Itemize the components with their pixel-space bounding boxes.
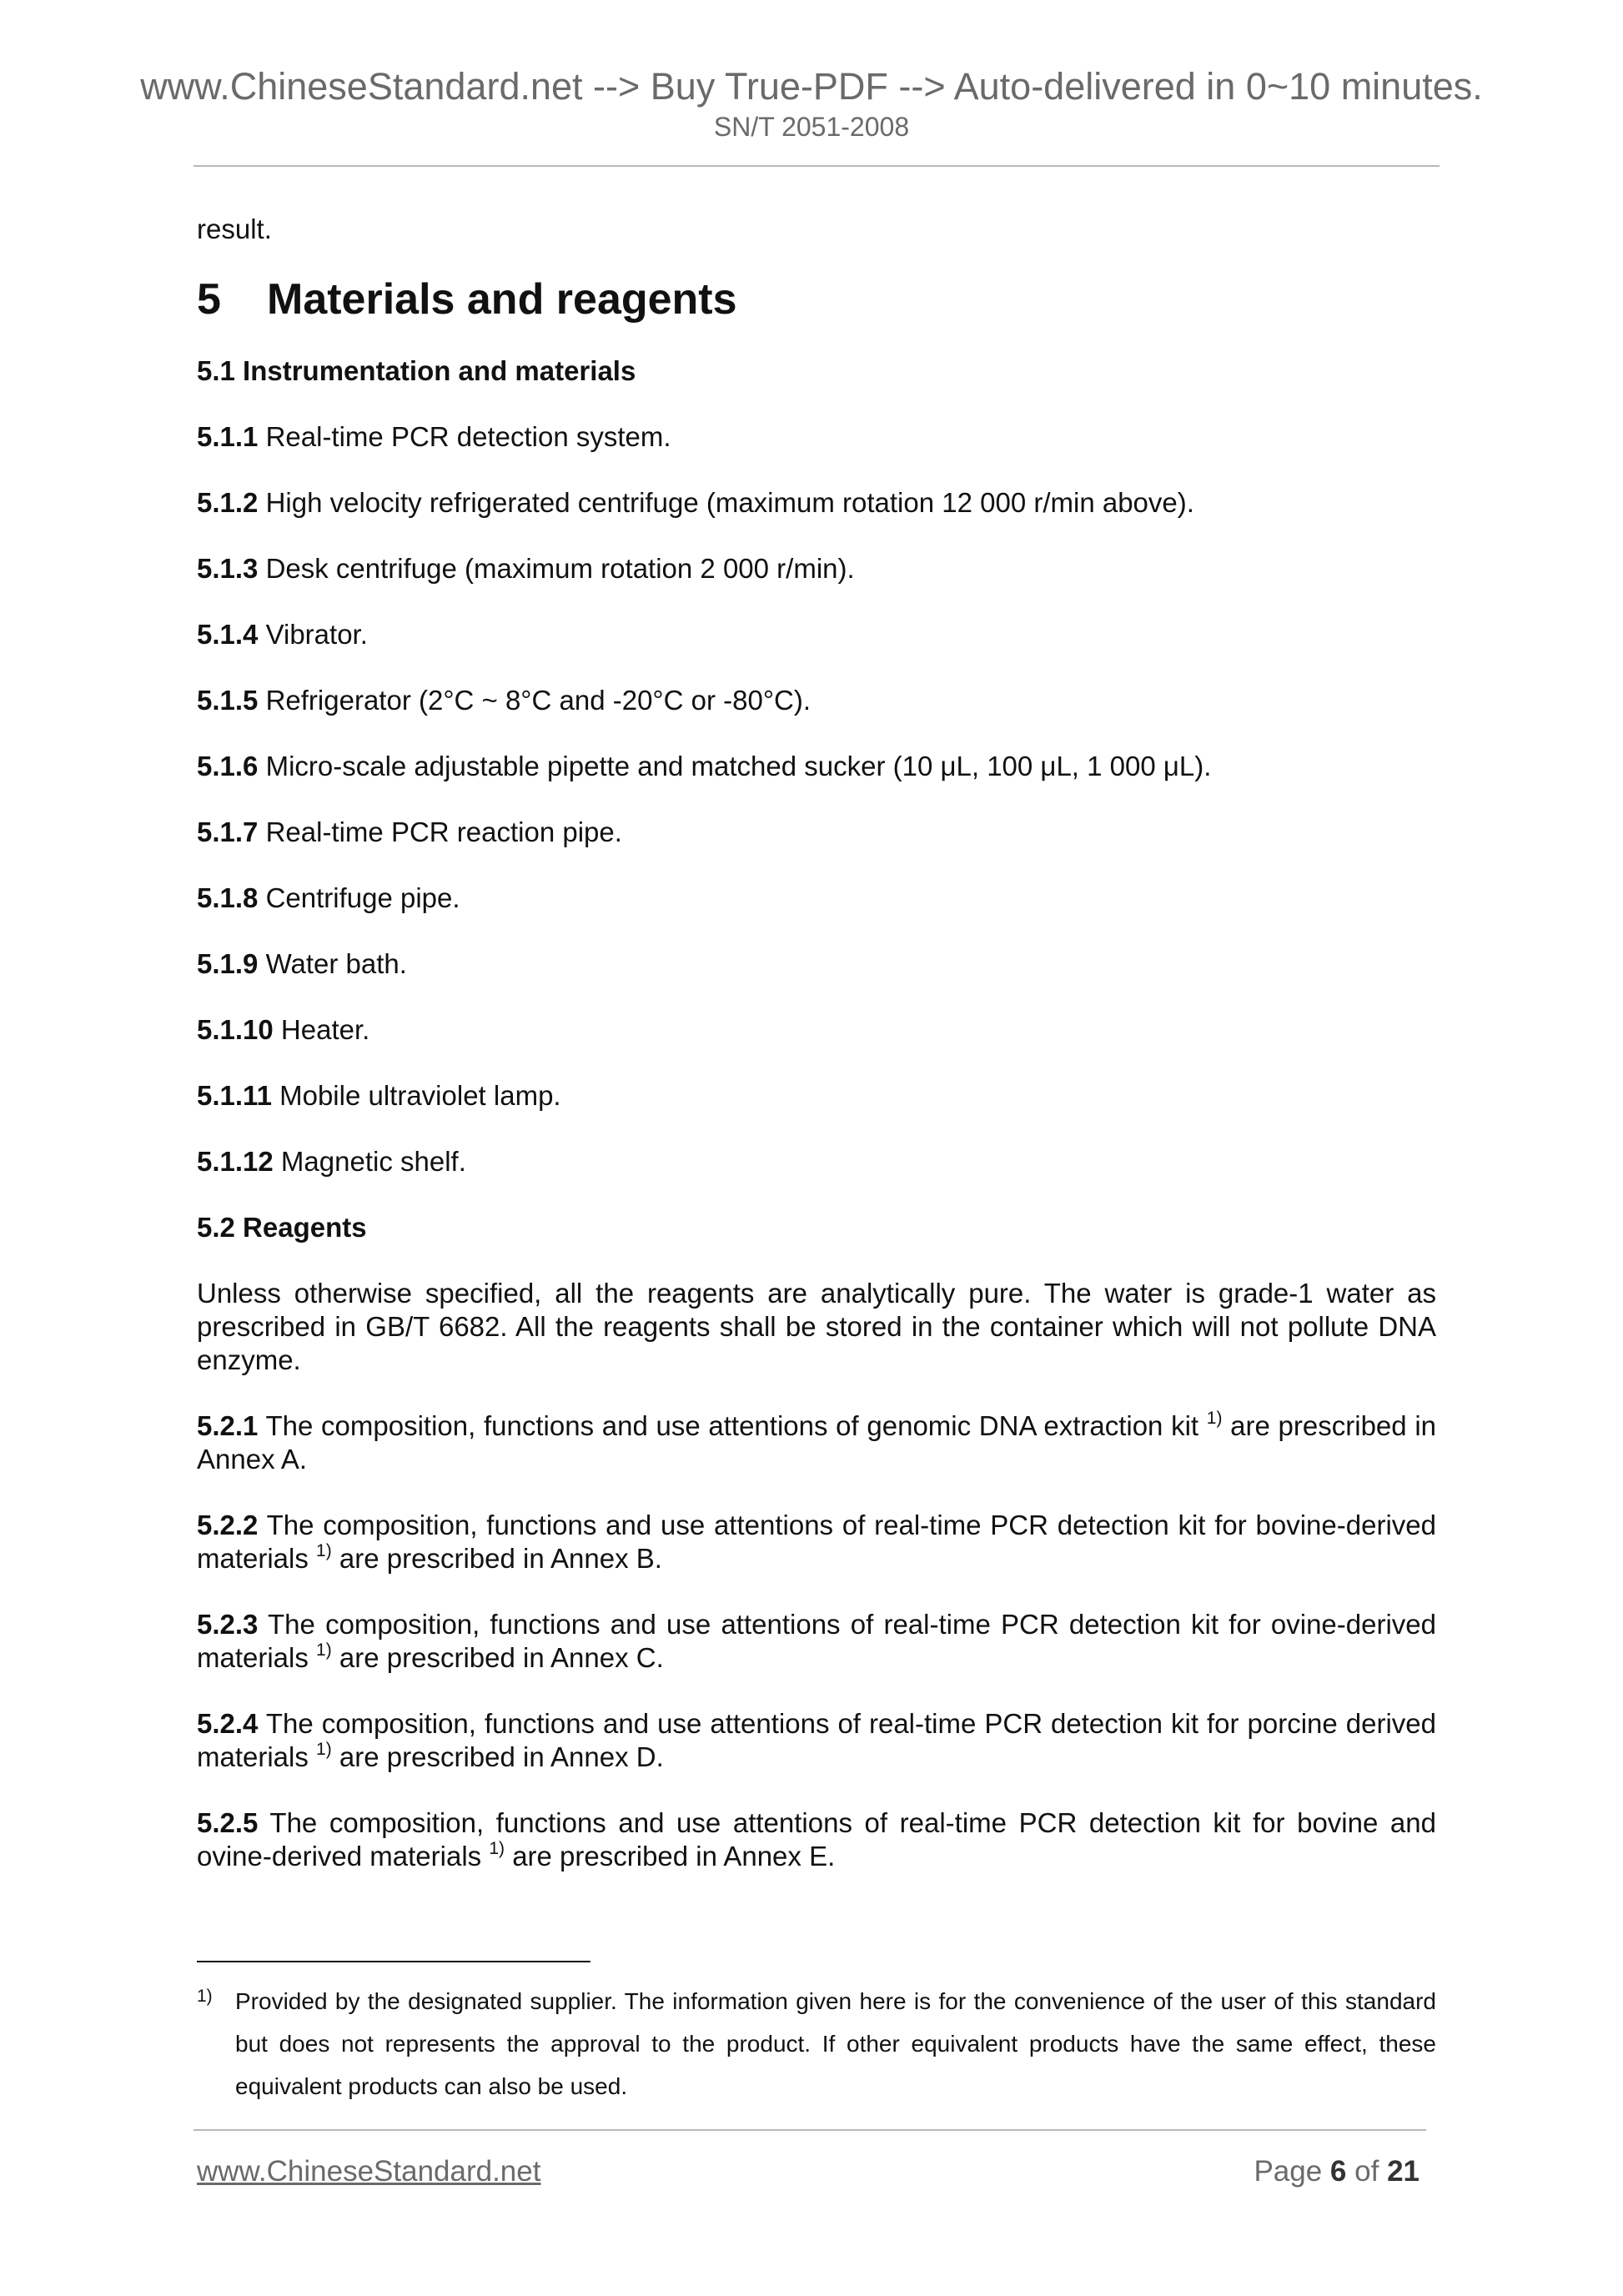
reagent-item xyxy=(197,1509,1436,1575)
list-item xyxy=(197,684,1436,717)
item-number: 5.2.5 xyxy=(197,1807,259,1838)
item-number: 5.1.10 xyxy=(197,1014,274,1045)
reagent-item xyxy=(197,1707,1436,1774)
item-number: 5.1.5 xyxy=(197,685,259,716)
list-item xyxy=(197,618,1436,651)
item-text: Real-time PCR reaction pipe. xyxy=(265,816,622,847)
footnote xyxy=(197,1980,1436,2108)
list-item xyxy=(197,1145,1436,1178)
list-item xyxy=(197,552,1436,585)
footnote-ref: 1) xyxy=(316,1541,332,1560)
footnote-ref: 1) xyxy=(1206,1409,1223,1428)
header-banner-text: www.ChineseStandard.net --> Buy True-PDF --> Auto-delivered in 0~10 minutes. xyxy=(140,65,1483,108)
item-text-end: are prescribed in Annex D. xyxy=(339,1741,664,1772)
footer-website-link[interactable]: www.ChineseStandard.net xyxy=(197,2155,541,2188)
item-number: 5.1.12 xyxy=(197,1146,274,1177)
page-of-label: of xyxy=(1354,2155,1379,2188)
item-text: Refrigerator (2°C ~ 8°C and -20°C or -80°C). xyxy=(265,685,812,716)
footnote-mark: 1) xyxy=(197,1987,213,2006)
item-text-end: are prescribed in Annex B. xyxy=(339,1543,662,1574)
item-number: 5.1.11 xyxy=(197,1080,272,1111)
page-label: Page xyxy=(1254,2155,1323,2188)
footnote-separator xyxy=(197,1961,590,1962)
list-item xyxy=(197,420,1436,454)
list-item xyxy=(197,1013,1436,1047)
list-item xyxy=(197,486,1436,520)
subsection-title: Instrumentation and materials xyxy=(243,355,636,386)
item-number: 5.1.8 xyxy=(197,882,259,913)
item-text: Vibrator. xyxy=(265,619,368,650)
item-text: Desk centrifuge (maximum rotation 2 000 r/min). xyxy=(265,553,855,584)
list-item xyxy=(197,750,1436,783)
list-item xyxy=(197,1079,1436,1113)
subsection-heading-instrumentation xyxy=(197,354,1436,388)
section-number: 5 xyxy=(197,275,221,324)
item-number: 5.1.2 xyxy=(197,487,259,518)
item-text-end: are prescribed in Annex A. xyxy=(197,1410,1436,1475)
item-text: Magnetic shelf. xyxy=(280,1146,466,1177)
item-text: Micro-scale adjustable pipette and matched sucker (10 μL, 100 μL, 1 000 μL). xyxy=(265,751,1212,781)
reagents-intro-paragraph: Unless otherwise specified, all the reagents are analytically pure. The water is grade-1 water as prescribed in GB/T 6682. All the reagents shall be stored in the container which will not pollute DNA enzyme. xyxy=(197,1278,1436,1375)
item-number: 5.2.4 xyxy=(197,1708,259,1739)
subsection-heading-reagents xyxy=(197,1211,1436,1244)
item-number: 5.1.9 xyxy=(197,948,259,979)
lead-text: result. xyxy=(197,214,272,244)
section-title: Materials and reagents xyxy=(267,275,737,324)
footnote-text: Provided by the designated supplier. The information given here is for the convenience of the user of this standard but does not represents the approval to the product. If other equivalent products have the same effect, these equivalent products can also be used. xyxy=(235,1988,1436,2099)
section-heading xyxy=(197,273,1436,326)
item-number: 5.1.6 xyxy=(197,751,259,781)
subsection-number: 5.2 xyxy=(197,1212,235,1243)
item-text: The composition, functions and use attentions of real-time PCR detection kit for ovine-derived materials xyxy=(197,1609,1437,1673)
document-body xyxy=(197,213,1436,1873)
item-text: Real-time PCR detection system. xyxy=(265,421,671,452)
page-header xyxy=(0,65,1623,143)
item-number: 5.2.2 xyxy=(197,1510,259,1540)
item-text: Heater. xyxy=(280,1014,370,1045)
footnote-ref: 1) xyxy=(316,1640,332,1660)
item-text: The composition, functions and use attentions of real-time PCR detection kit for porcine derived materials xyxy=(197,1708,1436,1772)
subsection-number: 5.1 xyxy=(197,355,235,386)
item-number: 5.1.1 xyxy=(197,421,259,452)
list-item xyxy=(197,947,1436,981)
item-text-end: are prescribed in Annex C. xyxy=(339,1642,664,1673)
list-item xyxy=(197,816,1436,849)
document-code: SN/T 2051-2008 xyxy=(713,112,910,142)
reagent-item xyxy=(197,1806,1436,1873)
item-number: 5.1.4 xyxy=(197,619,259,650)
item-number: 5.2.1 xyxy=(197,1410,259,1441)
footnote-ref: 1) xyxy=(489,1839,505,1858)
item-text: Centrifuge pipe. xyxy=(265,882,460,913)
footer-divider xyxy=(193,2129,1426,2131)
item-text: The composition, functions and use attentions of real-time PCR detection kit for bovine and ovine-derived materials xyxy=(197,1807,1436,1871)
item-text: The composition, functions and use attentions of real-time PCR detection kit for bovine-derived materials xyxy=(197,1510,1436,1574)
subsection-title: Reagents xyxy=(243,1212,367,1243)
reagent-item xyxy=(197,1409,1436,1476)
list-item xyxy=(197,882,1436,915)
item-number: 5.1.7 xyxy=(197,816,259,847)
item-number: 5.2.3 xyxy=(197,1609,259,1640)
item-text: The composition, functions and use attentions of genomic DNA extraction kit xyxy=(265,1410,1199,1441)
item-text: Water bath. xyxy=(265,948,407,979)
page-number xyxy=(1254,2154,1419,2189)
item-text-end: are prescribed in Annex E. xyxy=(512,1841,836,1871)
item-number: 5.1.3 xyxy=(197,553,259,584)
item-text: Mobile ultraviolet lamp. xyxy=(279,1080,561,1111)
reagent-item xyxy=(197,1608,1436,1675)
footnote-ref: 1) xyxy=(316,1740,332,1759)
total-pages: 21 xyxy=(1387,2155,1419,2188)
current-page: 6 xyxy=(1329,2155,1347,2188)
header-divider xyxy=(193,165,1440,167)
item-text: High velocity refrigerated centrifuge (maximum rotation 12 000 r/min above). xyxy=(265,487,1194,518)
